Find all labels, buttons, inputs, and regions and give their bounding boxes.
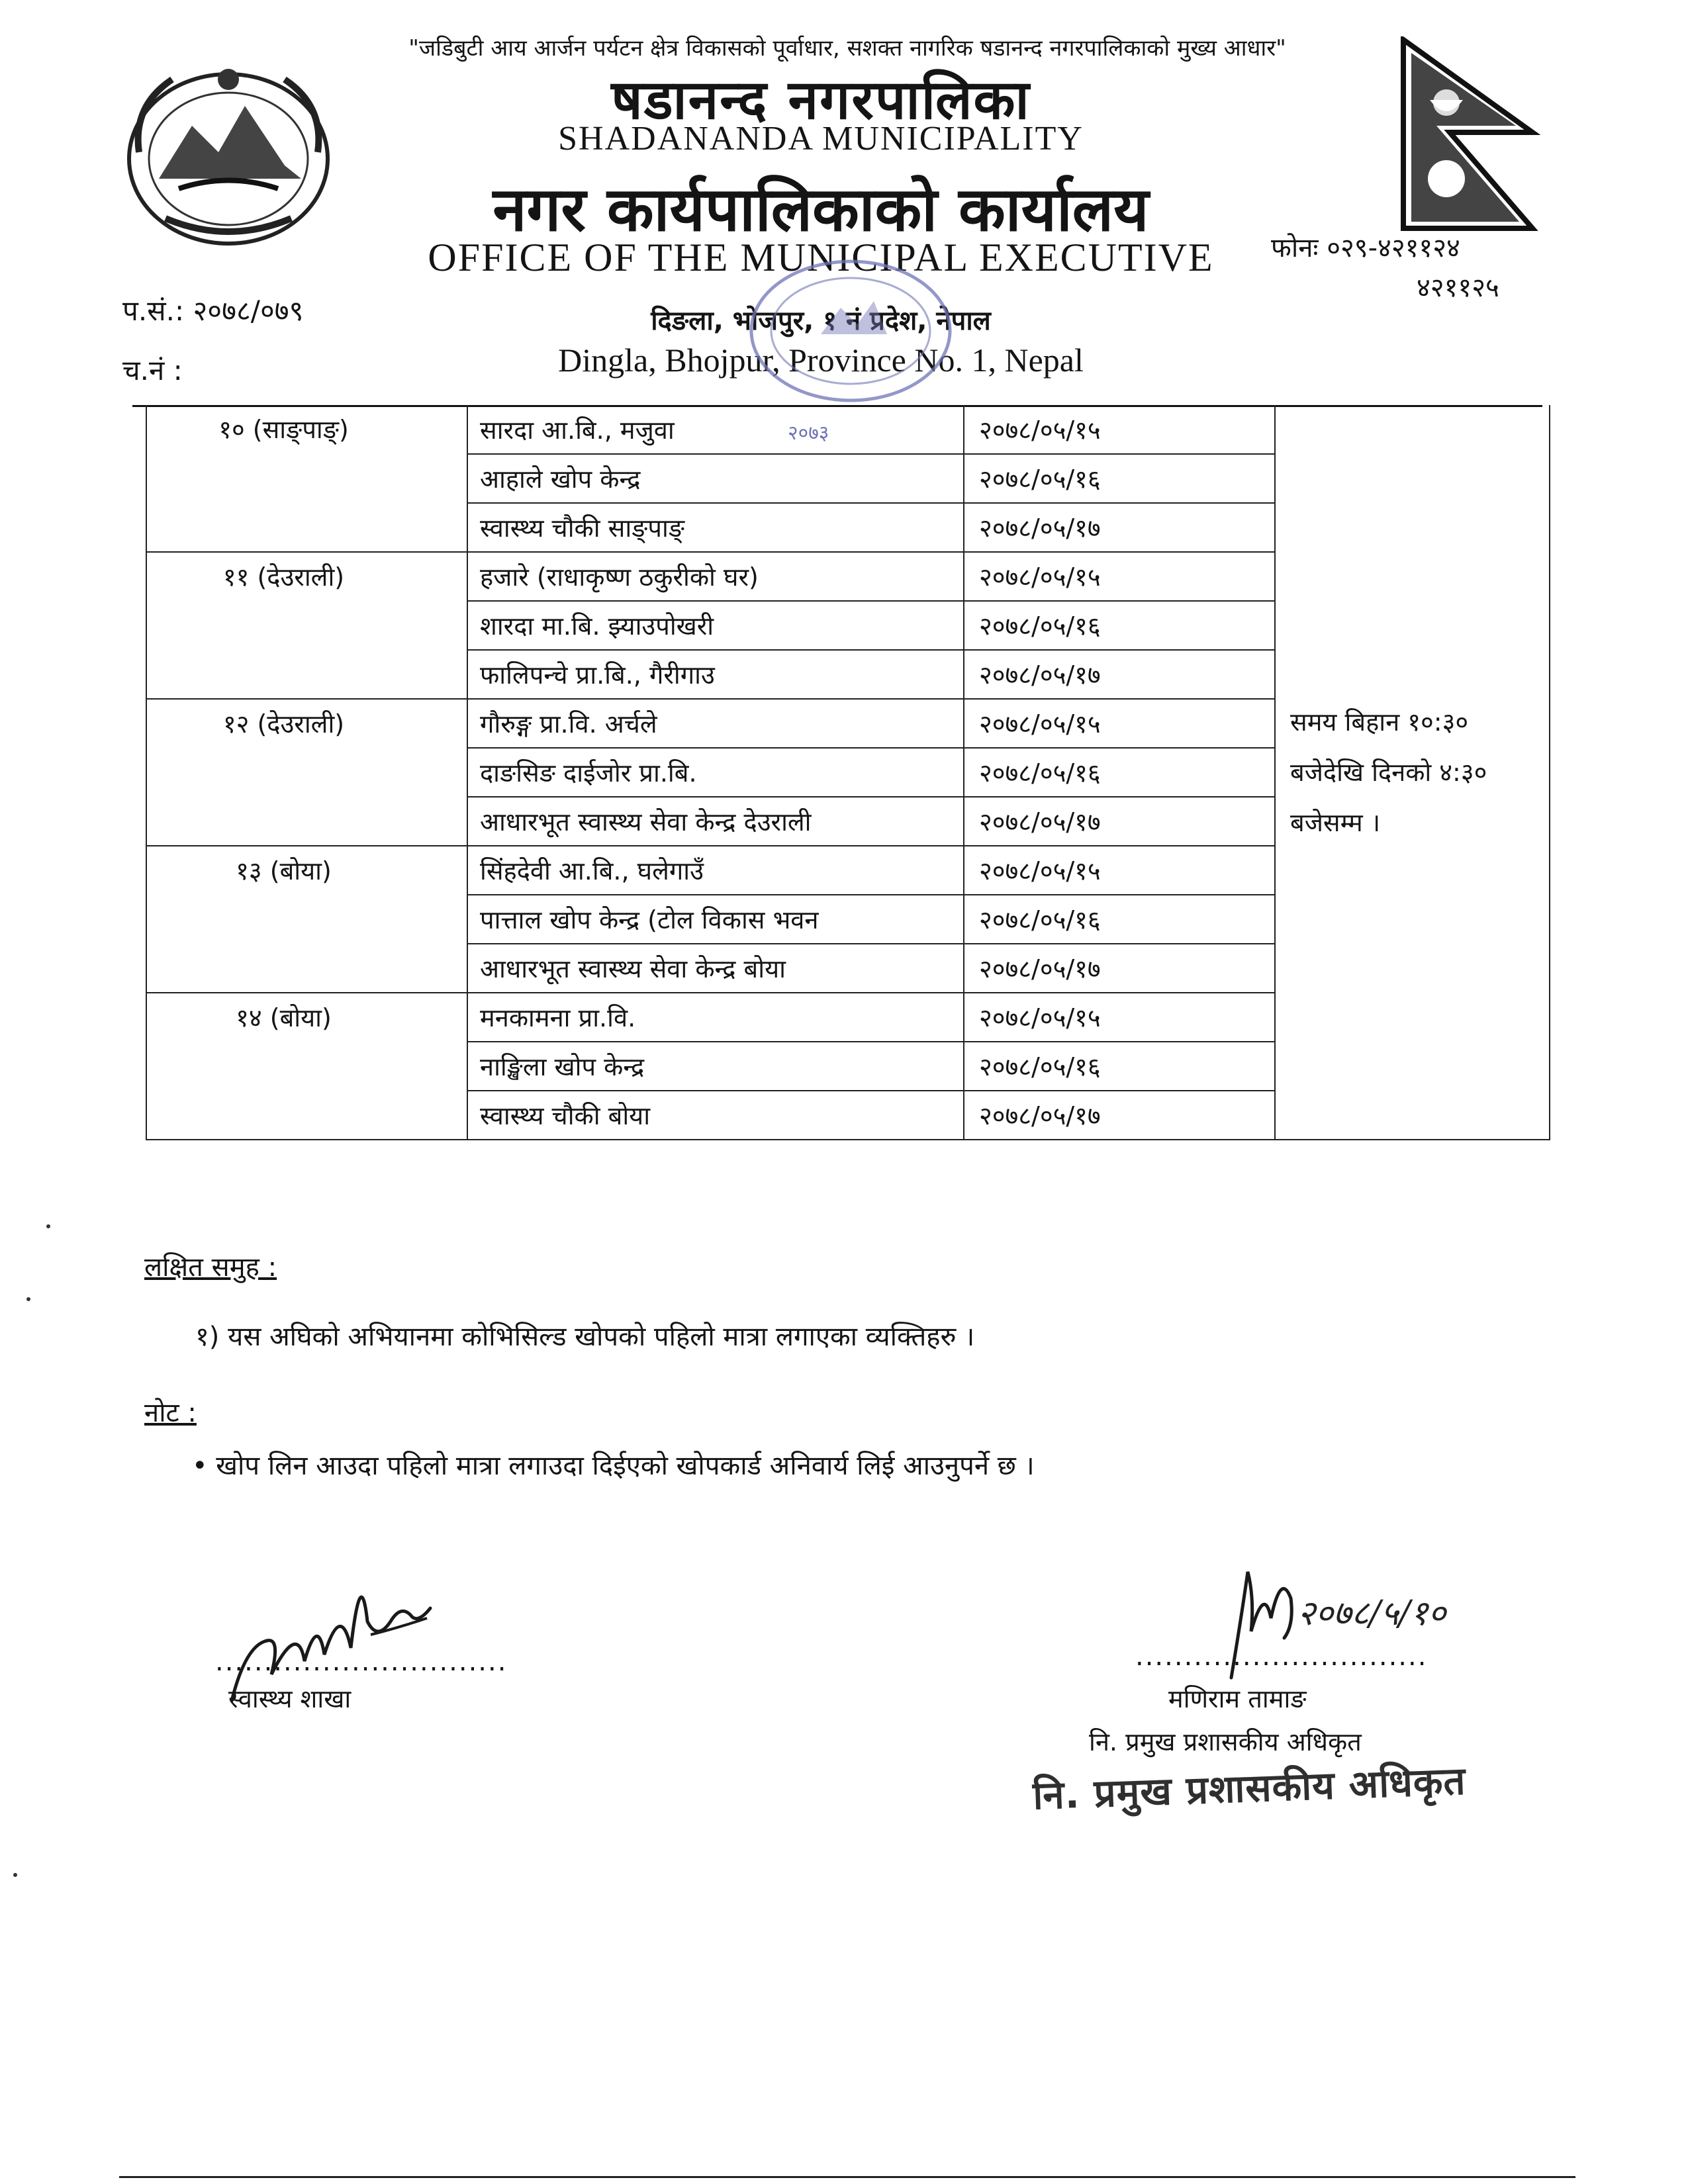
target-group-item: १) यस अघिको अभियानमा कोभिसिल्ड खोपको पहिलो मात्रा लगाएका व्यक्तिहरु । [195,1322,975,1352]
signature-line-left: .............................. [215,1647,508,1677]
phone-number: फोनः ०२९-४२११२४ [1271,233,1460,263]
nepal-emblem-icon [119,53,338,251]
date-cell: २०७८/०५/१६ [964,895,1275,944]
date-cell: २०७८/०५/१७ [964,797,1275,846]
signature-line-right: .............................. [1135,1641,1428,1672]
dispatch-number: च.नं : [122,354,183,387]
municipality-name-english: SHADANANDA MUNICIPALITY [558,120,1084,158]
time-note-line: समय बिहान १०:३० [1290,707,1469,737]
signer-name: मणिराम तामाङ [1168,1684,1307,1713]
site-cell: फालिपन्चे प्रा.बि., गैरीगाउ [467,650,964,699]
phone-number-2: ४२११२५ [1417,273,1499,303]
date-cell: २०७८/०५/१६ [964,454,1275,503]
office-name-nepali: नगर कार्यपालिकाको कार्यालय [492,174,1149,245]
date-cell: २०७८/०५/१५ [964,993,1275,1042]
municipality-name-nepali: षडानन्द नगरपालिका [611,69,1031,132]
site-cell: शारदा मा.बि. झ्याउपोखरी [467,601,964,650]
designation-stamp: नि. प्रमुख प्रशासकीय अधिकृत [1032,1758,1467,1819]
signature-date: २०७८/५/१० [1297,1594,1446,1633]
ward-cell: १३ (बोया) [146,846,467,993]
target-group-heading: लक्षित समुह : [144,1252,277,1283]
date-cell: २०७८/०५/१७ [964,503,1275,552]
date-cell: २०७८/०५/१५ [964,699,1275,748]
date-cell: २०७८/०५/१६ [964,601,1275,650]
vaccination-schedule-table [146,405,1550,1140]
site-cell: नाङ्खिला खोप केन्द्र [467,1042,964,1091]
note-item: • खोप लिन आउदा पहिलो मात्रा लगाउदा दिईएको खोपकार्ड अनिवार्य लिई आउनुपर्ने छ । [192,1451,1035,1481]
ward-cell: ११ (देउराली) [146,552,467,699]
address-english: Dingla, Bhojpur, Province No. 1, Nepal [558,341,1084,379]
reference-number: प.सं.: २०७८/०७९ [122,295,304,327]
site-cell: स्वास्थ्य चौकी साङ्पाङ् [467,503,964,552]
scan-speck [26,1297,30,1301]
site-cell: आधारभूत स्वास्थ्य सेवा केन्द्र देउराली [467,797,964,846]
date-cell: २०७८/०५/१५ [964,552,1275,601]
page-bottom-rule [119,2176,1575,2178]
health-section-label: स्वास्थ्य शाखा [228,1684,352,1713]
slogan: "जडिबुटी आय आर्जन पर्यटन क्षेत्र विकासको पूर्वाधार, सशक्त नागरिक षडानन्द नगरपालिकाको मुख्य आधार" [408,35,1286,62]
office-name-english: OFFICE OF THE MUNICIPAL EXECUTIVE [428,236,1214,279]
site-cell: आहाले खोप केन्द्र [467,454,964,503]
date-cell: २०७८/०५/१७ [964,1091,1275,1140]
site-cell: सिंहदेवी आ.बि., घलेगाउँ [467,846,964,895]
site-cell: गौरुङ्ग प्रा.वि. अर्चले [467,699,964,748]
scan-speck [13,1873,17,1877]
date-cell: २०७८/०५/१७ [964,944,1275,993]
site-cell: पात्ताल खोप केन्द्र (टोल विकास भवन [467,895,964,944]
site-cell: आधारभूत स्वास्थ्य सेवा केन्द्र बोया [467,944,964,993]
signer-designation: नि. प्रमुख प्रशासकीय अधिकृत [1089,1727,1362,1756]
nepal-flag-icon [1397,36,1549,235]
date-cell: २०७८/०५/१५ [964,846,1275,895]
ward-cell: १४ (बोया) [146,993,467,1140]
site-cell: हजारे (राधाकृष्ण ठकुरीको घर) [467,552,964,601]
site-cell: मनकामना प्रा.वि. [467,993,964,1042]
site-cell: स्वास्थ्य चौकी बोया [467,1091,964,1140]
office-seal-year: २०७३ [788,422,829,445]
time-note-line: बजेसम्म । [1290,807,1381,837]
time-note-cell [1275,405,1550,1140]
time-note-line: बजेदेखि दिनको ४:३० [1290,757,1487,787]
note-heading: नोट : [144,1398,197,1428]
date-cell: २०७८/०५/१६ [964,1042,1275,1091]
ward-cell: १२ (देउराली) [146,699,467,846]
table-row [146,405,1550,454]
ward-cell: १० (साङ्पाङ्) [146,405,467,552]
office-seal-stamp-icon [741,255,960,420]
scan-speck [46,1224,50,1228]
date-cell: २०७८/०५/१६ [964,748,1275,797]
address-nepali: दिङला, भोजपुर, १ नं प्रदेश, नेपाल [651,306,991,336]
date-cell: २०७८/०५/१७ [964,650,1275,699]
site-cell: सारदा आ.बि., मजुवा [467,405,964,454]
site-cell: दाङसिङ दाईजोर प्रा.बि. [467,748,964,797]
date-cell: २०७८/०५/१५ [964,405,1275,454]
